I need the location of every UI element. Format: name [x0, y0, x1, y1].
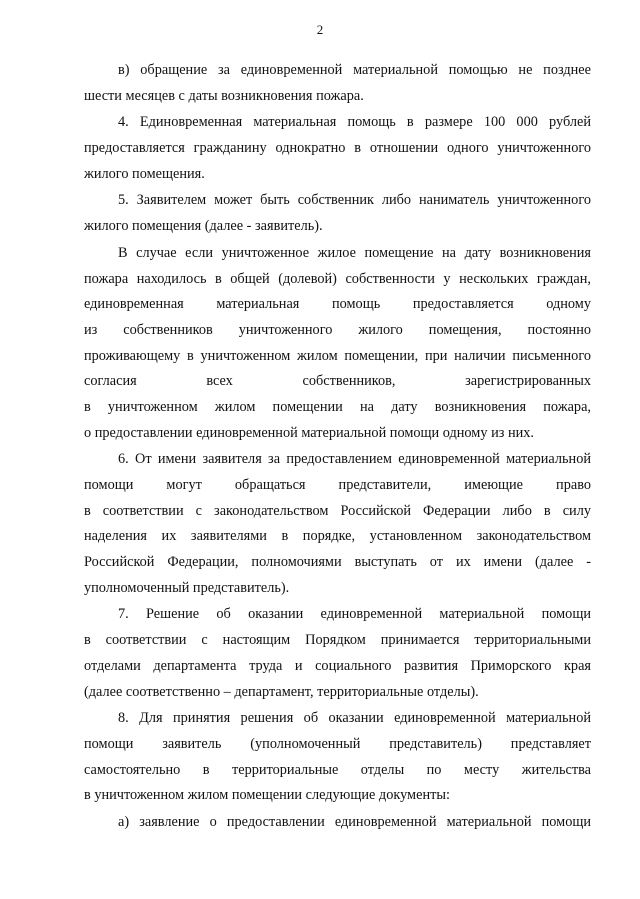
text-line: пожара находилось в общей (долевой) собственности у нескольких граждан,	[84, 270, 591, 287]
text-line: жилого помещения (далее - заявитель).	[84, 218, 323, 235]
text-line: отделами департамента труда и социального развития Приморского края	[84, 657, 591, 674]
text-line: наделения их заявителями в порядке, установленном законодательством	[84, 528, 591, 545]
text-line: шести месяцев с даты возникновения пожара.	[84, 87, 364, 104]
text-line: в соответствии с настоящим Порядком принимается территориальными	[84, 632, 591, 649]
text-line: проживающему в уничтоженном жилом помещении, при наличии письменного	[84, 347, 591, 364]
text-line: уполномоченный представитель).	[84, 579, 290, 596]
text-line: Российской Федерации, полномочиями выступать от их имени (далее -	[84, 554, 591, 571]
text-line: из собственников уничтоженного жилого помещения, постоянно	[84, 321, 591, 338]
text-line: а) заявление о предоставлении единовременной материальной помощи	[118, 813, 591, 830]
document-body	[84, 58, 591, 836]
text-line: 6. От имени заявителя за предоставлением единовременной материальной	[118, 451, 591, 468]
text-line: жилого помещения.	[84, 165, 205, 182]
text-line: в уничтоженном жилом помещении на дату возникновения пожара,	[84, 398, 591, 415]
text-line: согласия всех собственников, зарегистрированных	[84, 373, 591, 390]
text-line: единовременная материальная помощь предоставляется одному	[84, 296, 591, 313]
text-line: о предоставлении единовременной материальной помощи одному из них.	[84, 424, 534, 441]
text-line: В случае если уничтоженное жилое помещение на дату возникновения	[118, 244, 591, 261]
text-line: (далее соответственно – департамент, территориальные отделы).	[84, 683, 479, 700]
page-number: 2	[316, 22, 324, 37]
text-line: самостоятельно в территориальные отделы по месту жительства	[84, 761, 591, 778]
text-line: предоставляется гражданину однократно в отношении одного уничтоженного	[84, 140, 591, 157]
text-line: 7. Решение об оказании единовременной материальной помощи	[118, 606, 591, 623]
text-line: в уничтоженном жилом помещении следующие документы:	[84, 787, 450, 804]
text-line: 8. Для принятия решения об оказании единовременной материальной	[118, 710, 591, 727]
text-line: помощи могут обращаться представители, имеющие право	[84, 477, 591, 493]
text-line: в) обращение за единовременной материальной помощью не позднее	[118, 62, 591, 78]
text-line: в соответствии с законодательством Российской Федерации либо в силу	[84, 502, 591, 519]
text-line: 4. Единовременная материальная помощь в размере 100 000 рублей	[118, 114, 591, 131]
text-line: 5. Заявителем может быть собственник либо наниматель уничтоженного	[118, 192, 591, 209]
text-line: помощи заявитель (уполномоченный представитель) представляет	[84, 735, 591, 752]
